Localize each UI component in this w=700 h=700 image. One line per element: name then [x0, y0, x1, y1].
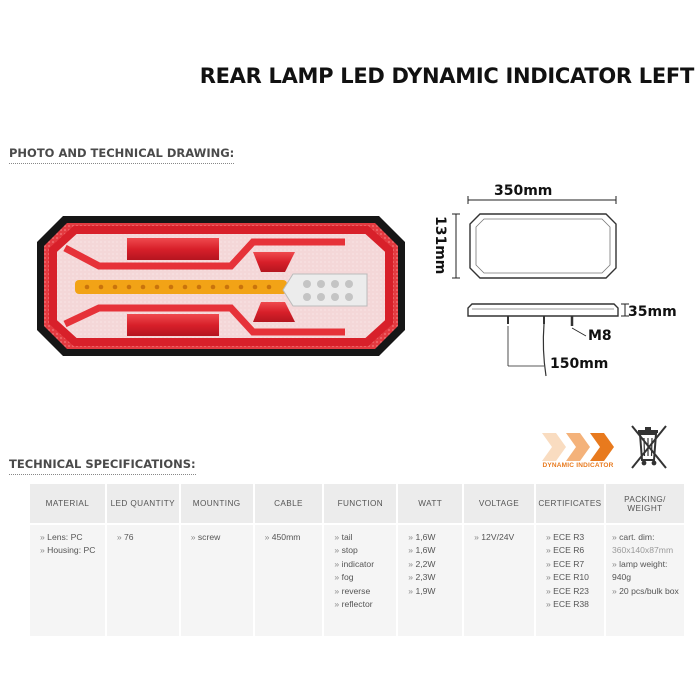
- material-housing: » Housing: PC: [40, 544, 101, 557]
- certificate-item: » ECE R38: [546, 598, 600, 611]
- voltage-value: » 12V/24V: [474, 531, 530, 544]
- width-dimension: 350mm: [494, 183, 553, 199]
- header-packing-weight: PACKING/ WEIGHT: [605, 484, 685, 524]
- cell-material: [30, 524, 106, 636]
- header-watt: WATT: [397, 484, 463, 524]
- certificate-item: » ECE R6: [546, 544, 600, 557]
- header-function: FUNCTION: [323, 484, 397, 524]
- lamp-photo: [35, 212, 407, 360]
- header-mounting: MOUNTING: [180, 484, 254, 524]
- lamp-lower-reflector: [127, 314, 219, 336]
- photo-section-heading-text: PHOTO AND TECHNICAL DRAWING:: [9, 146, 235, 160]
- cell-packing-weight: [605, 524, 685, 636]
- function-item: » reflector: [334, 598, 392, 611]
- technical-drawing: [420, 170, 700, 400]
- function-item: » tail: [334, 531, 392, 544]
- certificate-item: » ECE R23: [546, 585, 600, 598]
- cell-voltage: [463, 524, 535, 636]
- certificate-item: » ECE R3: [546, 531, 600, 544]
- watt-item: » 1,6W: [408, 531, 458, 544]
- bolt-dimension: M8: [588, 328, 612, 344]
- mounting-value: » screw: [191, 531, 249, 544]
- function-item: » indicator: [334, 558, 392, 571]
- page-title: REAR LAMP LED DYNAMIC INDICATOR LEFT: [199, 64, 694, 88]
- packing-cart-dim: [612, 531, 680, 558]
- stud-dimension: 150mm: [550, 356, 609, 372]
- cart-dim-value: 360x140x87mm: [611, 545, 674, 556]
- watt-item: » 1,9W: [408, 585, 458, 598]
- depth-dimension: 35mm: [628, 304, 677, 320]
- table-header-row: [30, 484, 685, 524]
- specs-heading-underline: [9, 474, 196, 475]
- function-item: » fog: [334, 571, 392, 584]
- specs-section-heading-text: TECHNICAL SPECIFICATIONS:: [9, 457, 196, 471]
- lamp-upper-reflector: [127, 238, 219, 260]
- table-row: [30, 524, 685, 636]
- header-material: MATERIAL: [30, 484, 106, 524]
- lamp-weight-value: 940g: [611, 572, 632, 583]
- cart-dim-label: cart. dim:: [619, 532, 655, 542]
- packing-bulk: » 20 pcs/bulk box: [612, 585, 680, 598]
- led-quantity-value: » 76: [117, 531, 175, 544]
- watt-item: » 2,2W: [408, 558, 458, 571]
- material-lens: » Lens: PC: [40, 531, 101, 544]
- dynamic-indicator-label: DYNAMIC INDICATOR: [542, 462, 614, 469]
- photo-heading-underline: [9, 163, 234, 164]
- cell-led-quantity: [106, 524, 180, 636]
- lamp-weight-label: lamp weight:: [619, 558, 668, 569]
- certificate-item: » ECE R10: [546, 571, 600, 584]
- specifications-table: [30, 484, 686, 636]
- cell-mounting: [180, 524, 254, 636]
- function-item: » stop: [334, 544, 392, 557]
- watt-item: » 1,6W: [408, 544, 458, 557]
- cell-certificates: [535, 524, 605, 636]
- header-certificates: CERTIFICATES: [535, 484, 605, 524]
- header-voltage: VOLTAGE: [463, 484, 535, 524]
- height-dimension: 131mm: [432, 216, 448, 275]
- function-item: » reverse: [334, 585, 392, 598]
- cable-value: » 450mm: [265, 531, 319, 544]
- photo-section-heading: [9, 146, 234, 164]
- cell-function: [323, 524, 397, 636]
- packing-lamp-weight: [612, 558, 680, 585]
- header-cable: CABLE: [254, 484, 324, 524]
- front-view-outline: [470, 214, 616, 278]
- header-led-quantity: LED QUANTITY: [106, 484, 180, 524]
- certificate-item: » ECE R7: [546, 558, 600, 571]
- crossed-bin-icon: [630, 424, 672, 472]
- lamp-reverse-light: [283, 274, 367, 306]
- cell-cable: [254, 524, 324, 636]
- side-view-outline: [468, 304, 618, 316]
- cell-watt: [397, 524, 463, 636]
- specs-section-heading: [9, 457, 196, 475]
- watt-item: » 2,3W: [408, 571, 458, 584]
